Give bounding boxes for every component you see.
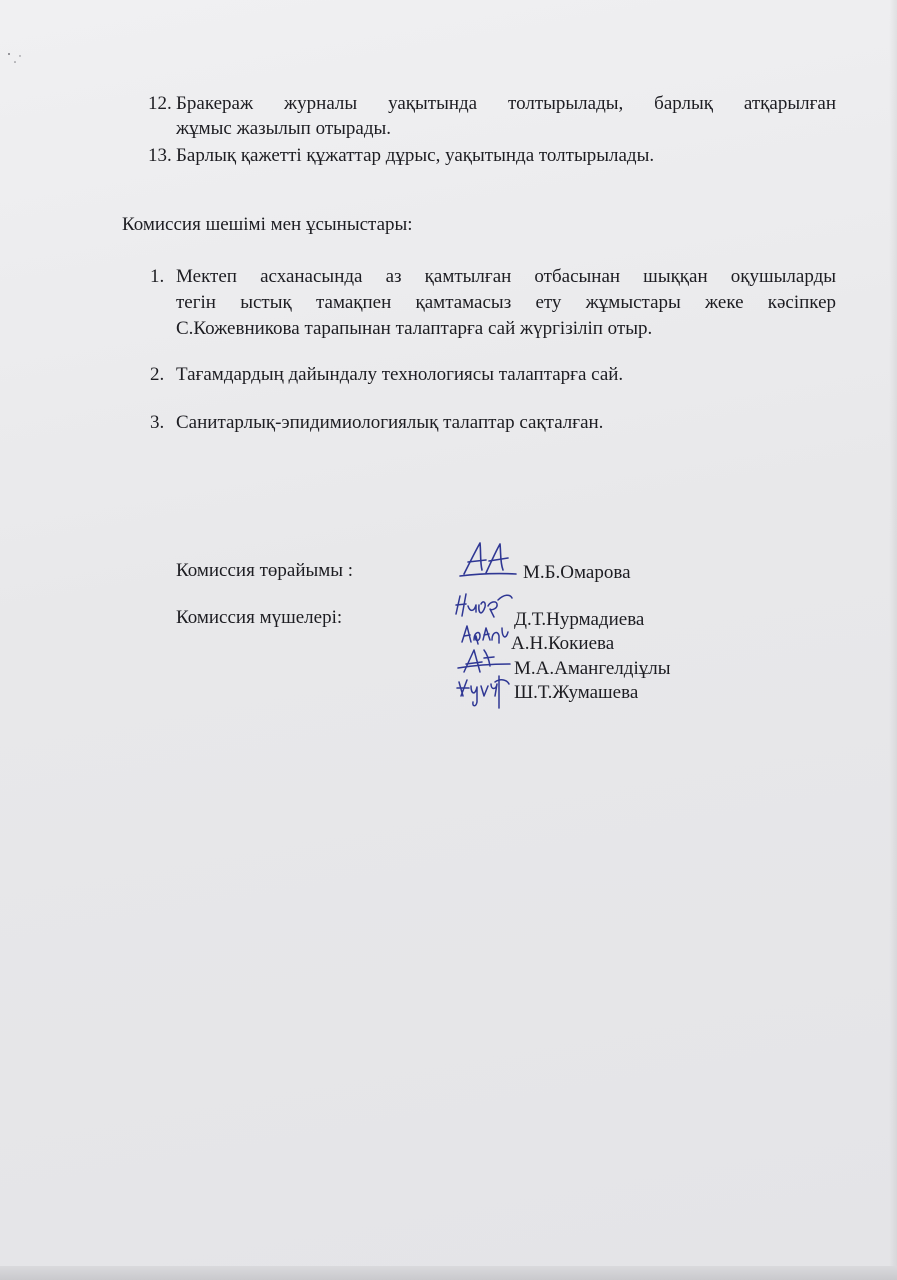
list-item-text: тегін ыстық тамақпен қамтамасыз ету жұмыстары жеке кәсіпкер bbox=[176, 292, 836, 313]
list-number: 3. bbox=[150, 412, 165, 433]
member-signature bbox=[455, 674, 513, 710]
list-number: 12. bbox=[148, 93, 172, 114]
decision-heading: Комиссия шешімі мен ұсыныстары: bbox=[122, 214, 413, 235]
list-item-text: Тағамдардың дайындалу технологиясы талаптарға сай. bbox=[176, 364, 624, 385]
list-item-text: Мектеп асханасында аз қамтылған отбасынан шыққан оқушыларды bbox=[176, 266, 836, 287]
list-item-text: С.Кожевникова тарапынан талаптарға сай жүргізіліп отыр. bbox=[176, 318, 653, 339]
chair-name: М.Б.Омарова bbox=[523, 562, 631, 583]
chair-signature bbox=[456, 540, 524, 580]
paper-specks bbox=[6, 50, 26, 70]
list-number: 2. bbox=[150, 364, 165, 385]
member-name: А.Н.Кокиева bbox=[511, 633, 615, 654]
member-signature bbox=[454, 646, 514, 676]
list-item-text: жұмыс жазылып отырады. bbox=[176, 118, 392, 139]
paper-bottom-shadow bbox=[0, 1266, 897, 1280]
list-number: 13. bbox=[148, 145, 172, 166]
list-item-text: Санитарлық-эпидимиологиялық талаптар сақталған. bbox=[176, 412, 604, 433]
member-name: М.А.Амангелдіұлы bbox=[514, 658, 671, 679]
paper-edge-shadow bbox=[889, 0, 897, 1280]
member-name: Д.Т.Нурмадиева bbox=[514, 609, 645, 630]
members-label: Комиссия мүшелері: bbox=[176, 607, 343, 628]
member-name: Ш.Т.Жумашева bbox=[514, 682, 639, 703]
member-signature bbox=[458, 618, 514, 648]
list-item-text: Бракераж журналы уақытында толтырылады, барлық атқарылған bbox=[176, 93, 836, 114]
list-number: 1. bbox=[150, 266, 165, 287]
member-signature bbox=[452, 590, 516, 620]
list-item-text: Барлық қажетті құжаттар дұрыс, уақытында толтырылады. bbox=[176, 145, 655, 166]
chair-label: Комиссия төрайымы : bbox=[176, 560, 354, 581]
